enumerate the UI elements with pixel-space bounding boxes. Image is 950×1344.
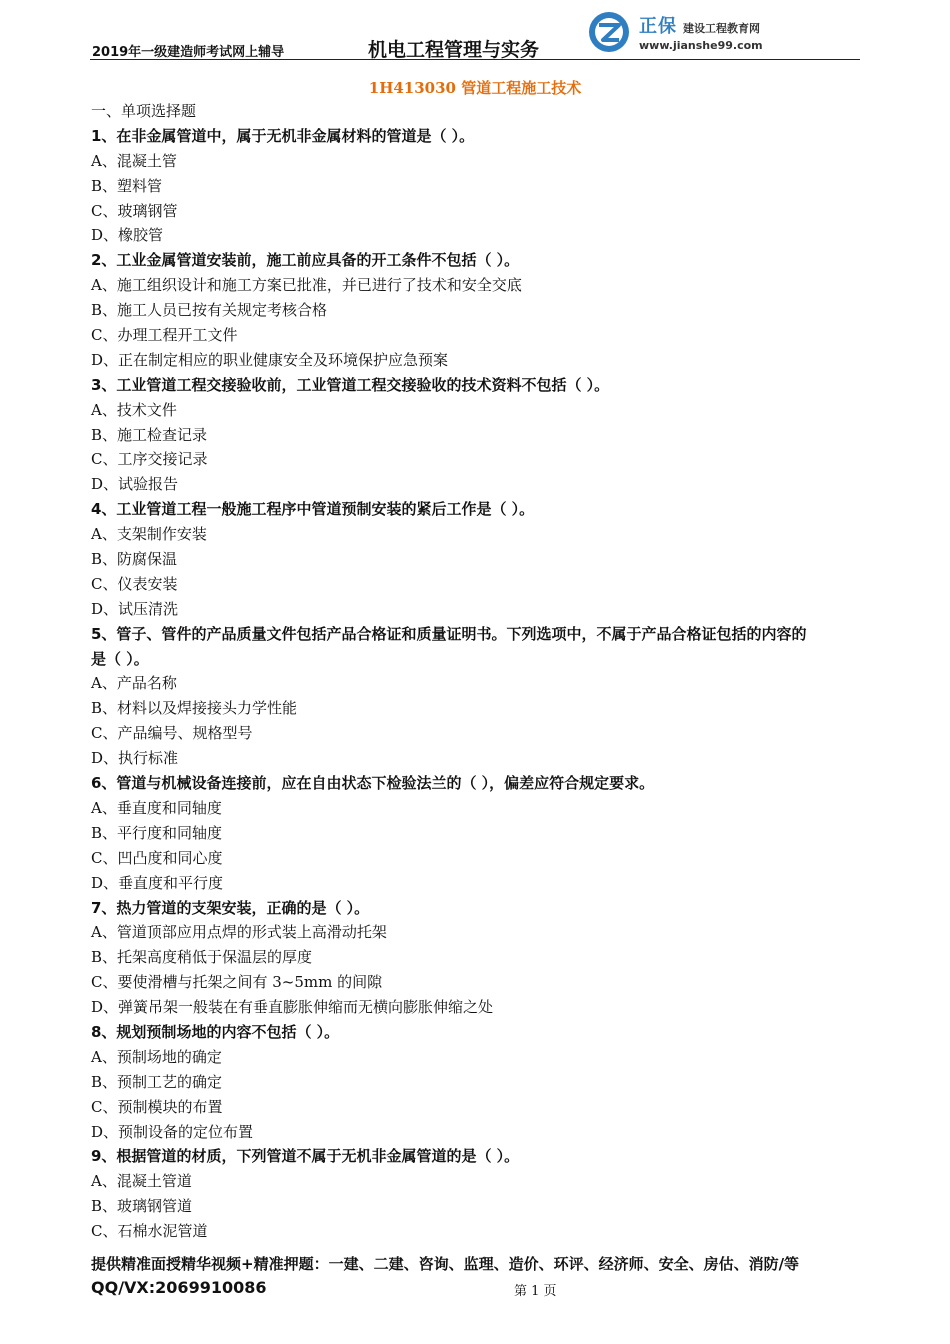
answer-option: C、产品编号、规格型号	[91, 724, 253, 743]
answer-option: C、预制模块的布置	[91, 1097, 223, 1116]
header-divider	[90, 59, 860, 60]
question-text: 5、管子、管件的产品质量文件包括产品合格证和质量证明书。下列选项中，不属于产品合格证包括的内容的	[91, 624, 807, 643]
question-text: 7、热力管道的支架安装，正确的是（ ）。	[91, 898, 370, 917]
footer-promo-text: 提供精准面授精华视频+精准押题：一建、二建、咨询、监理、造价、环评、经济师、安全、房估、消防/等	[91, 1255, 800, 1273]
question-text: 1、在非金属管道中，属于无机非金属材料的管道是（ ）。	[91, 126, 475, 145]
question-text: 4、工业管道工程一般施工程序中管道预制安装的紧后工作是（ ）。	[91, 500, 535, 519]
answer-option: B、塑料管	[91, 176, 163, 195]
question-text: 9、根据管道的材质，下列管道不属于无机非金属管道的是（ ）。	[91, 1147, 520, 1166]
logo-emblem-icon	[587, 10, 631, 54]
answer-option: A、支架制作安装	[91, 525, 207, 544]
answer-option: D、预制设备的定位布置	[91, 1122, 254, 1141]
header-exam-title: 2019年一级建造师考试网上辅导	[92, 45, 285, 60]
question-text: 2、工业金属管道安装前，施工前应具备的开工条件不包括（ ）。	[91, 251, 520, 270]
question-list	[91, 99, 863, 1244]
answer-option: B、平行度和同轴度	[91, 823, 223, 842]
question-text: 6、管道与机械设备连接前，应在自由状态下检验法兰的（ ），偏差应符合规定要求。	[91, 774, 655, 793]
answer-option: B、施工检查记录	[91, 425, 208, 444]
answer-option: D、试验报告	[91, 475, 179, 494]
answer-option: C、工序交接记录	[91, 450, 208, 469]
answer-option: A、施工组织设计和施工方案已批准，并已进行了技术和安全交底	[91, 276, 522, 295]
answer-option: D、垂直度和平行度	[91, 873, 224, 892]
answer-option: A、混凝土管道	[91, 1172, 192, 1191]
answer-option: C、办理工程开工文件	[91, 326, 238, 345]
answer-option: B、材料以及焊接接头力学性能	[91, 699, 298, 718]
answer-option: B、施工人员已按有关规定考核合格	[91, 301, 328, 320]
answer-option: A、管道顶部应用点焊的形式装上高滑动托架	[91, 923, 387, 942]
answer-option: B、托架高度稍低于保温层的厚度	[91, 948, 313, 967]
logo-brand-name: 正保	[639, 16, 677, 37]
answer-option: C、石棉水泥管道	[91, 1222, 208, 1241]
page-number: 第 1 页	[514, 1284, 557, 1299]
answer-option: A、混凝土管	[91, 151, 177, 170]
answer-option: B、预制工艺的确定	[91, 1072, 223, 1091]
brand-logo[interactable]	[587, 8, 787, 56]
header-subject: 机电工程管理与实务	[368, 39, 540, 61]
answer-option: A、预制场地的确定	[91, 1047, 222, 1066]
answer-option: D、试压清洗	[91, 599, 179, 618]
answer-option: C、凹凸度和同心度	[91, 848, 223, 867]
answer-option: C、玻璃钢管	[91, 201, 178, 220]
question-text: 3、工业管道工程交接验收前，工业管道工程交接验收的技术资料不包括（ ）。	[91, 375, 610, 394]
answer-option: A、垂直度和同轴度	[91, 798, 222, 817]
question-text: 是（ ）。	[91, 649, 149, 668]
logo-website-url: www.jianshe99.com	[639, 39, 763, 52]
footer-contact: QQ/VX:2069910086	[91, 1278, 267, 1297]
answer-option: C、仪表安装	[91, 574, 178, 593]
answer-option: C、要使滑槽与托架之间有 3~5mm 的间隙	[91, 973, 383, 992]
section-heading: 一、单项选择题	[91, 102, 197, 120]
answer-option: B、防腐保温	[91, 550, 178, 569]
answer-option: D、弹簧吊架一般装在有垂直膨胀伸缩而无横向膨胀伸缩之处	[91, 998, 494, 1017]
answer-option: A、产品名称	[91, 674, 177, 693]
answer-option: D、橡胶管	[91, 226, 164, 245]
answer-option: B、玻璃钢管道	[91, 1197, 193, 1216]
chapter-title: 1H413030 管道工程施工技术	[368, 79, 582, 97]
answer-option: A、技术文件	[91, 400, 177, 419]
answer-option: D、执行标准	[91, 749, 179, 768]
answer-option: D、正在制定相应的职业健康安全及环境保护应急预案	[91, 350, 449, 369]
question-text: 8、规划预制场地的内容不包括（ ）。	[91, 1022, 340, 1041]
logo-brand-subtitle: 建设工程教育网	[683, 22, 760, 35]
